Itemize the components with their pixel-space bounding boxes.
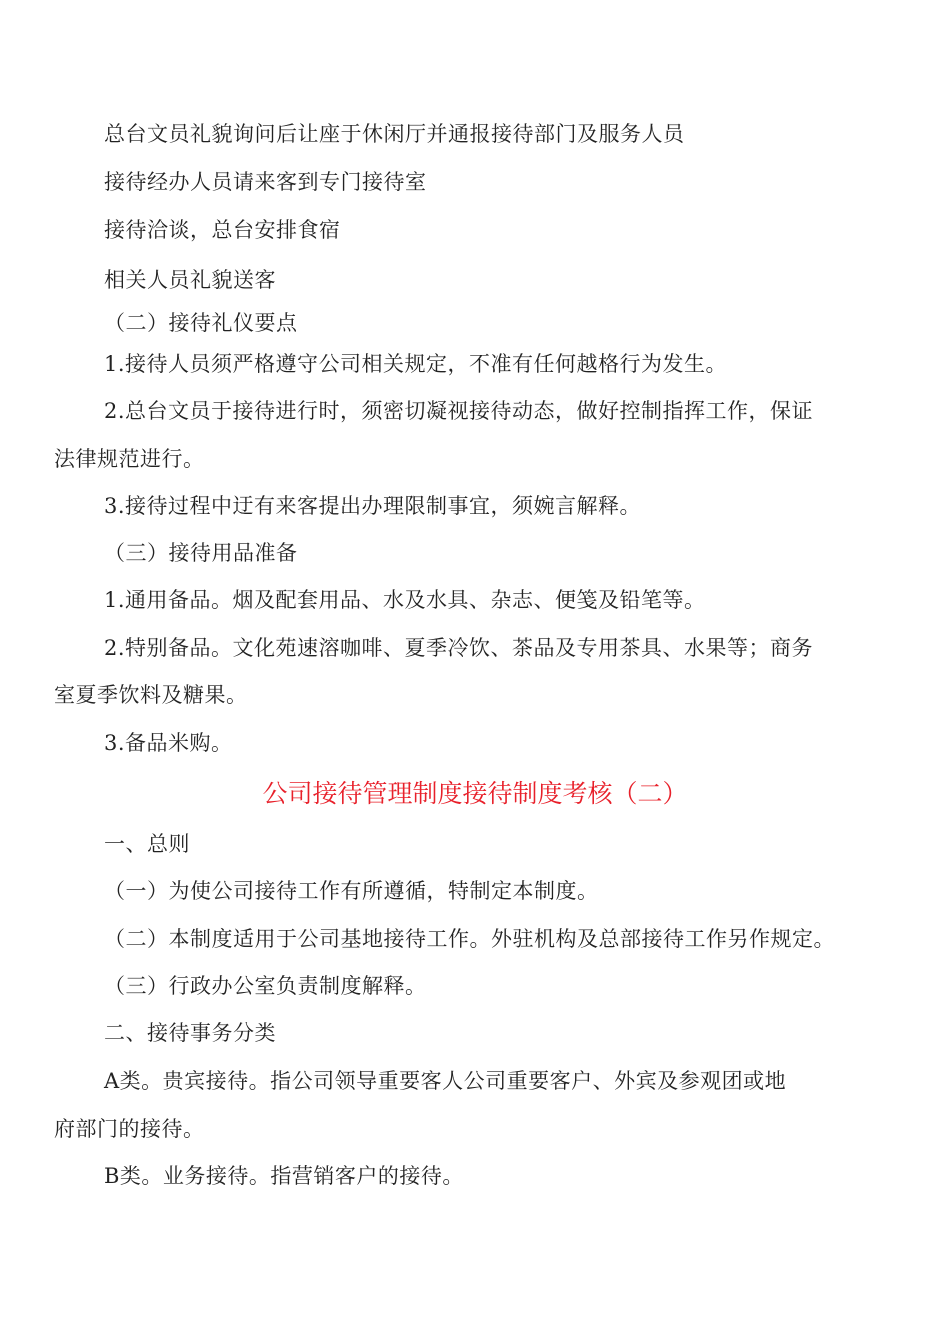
paragraph-line: （一）为使公司接待工作有所遵循，特制定本制度。 <box>104 879 599 903</box>
paragraph-line: 3.备品米购。 <box>104 731 233 755</box>
paragraph-line: A类。贵宾接待。指公司领导重要客人公司重要客户、外宾及参观团或地 <box>104 1069 787 1093</box>
paragraph-line: 相关人员礼貌送客 <box>104 268 276 292</box>
paragraph-line: 接待洽谈，总台安排食宿 <box>104 218 341 242</box>
paragraph-line: B类。业务接待。指营销客户的接待。 <box>104 1164 464 1188</box>
paragraph-line: （三）行政办公室负责制度解释。 <box>104 974 427 998</box>
paragraph-line: （二）本制度适用于公司基地接待工作。外驻机构及总部接待工作另作规定。 <box>104 927 835 951</box>
paragraph-line: 法律规范进行。 <box>54 447 205 471</box>
paragraph-line: 3.接待过程中迂有来客提出办理限制事宜，须婉言解释。 <box>104 494 642 518</box>
heading-line: 二、接待事务分类 <box>104 1021 276 1045</box>
paragraph-line: 2.特别备品。文化苑速溶咖啡、夏季冷饮、茶品及专用茶具、水果等；商务 <box>104 636 814 660</box>
heading-line: 一、总则 <box>104 832 190 856</box>
subheading: （三）接待用品准备 <box>104 541 298 565</box>
paragraph-line: 府部门的接待。 <box>54 1117 205 1141</box>
paragraph-line: 2.总台文员于接待进行时，须密切凝视接待动态，做好控制指挥工作，保证 <box>104 399 814 423</box>
paragraph-line: 总台文员礼貌询问后让座于休闲厅并通报接待部门及服务人员 <box>104 122 685 146</box>
paragraph-line: 1.通用备品。烟及配套用品、水及水具、杂志、便笺及铅笔等。 <box>104 588 706 612</box>
paragraph-line: 接待经办人员请来客到专门接待室 <box>104 170 427 194</box>
paragraph-line: 室夏季饮料及糖果。 <box>54 683 248 707</box>
paragraph-line: 1.接待人员须严格遵守公司相关规定，不准有任何越格行为发生。 <box>104 352 728 376</box>
section-title: 公司接待管理制度接待制度考核（二） <box>262 779 688 808</box>
subheading: （二）接待礼仪要点 <box>104 311 298 335</box>
